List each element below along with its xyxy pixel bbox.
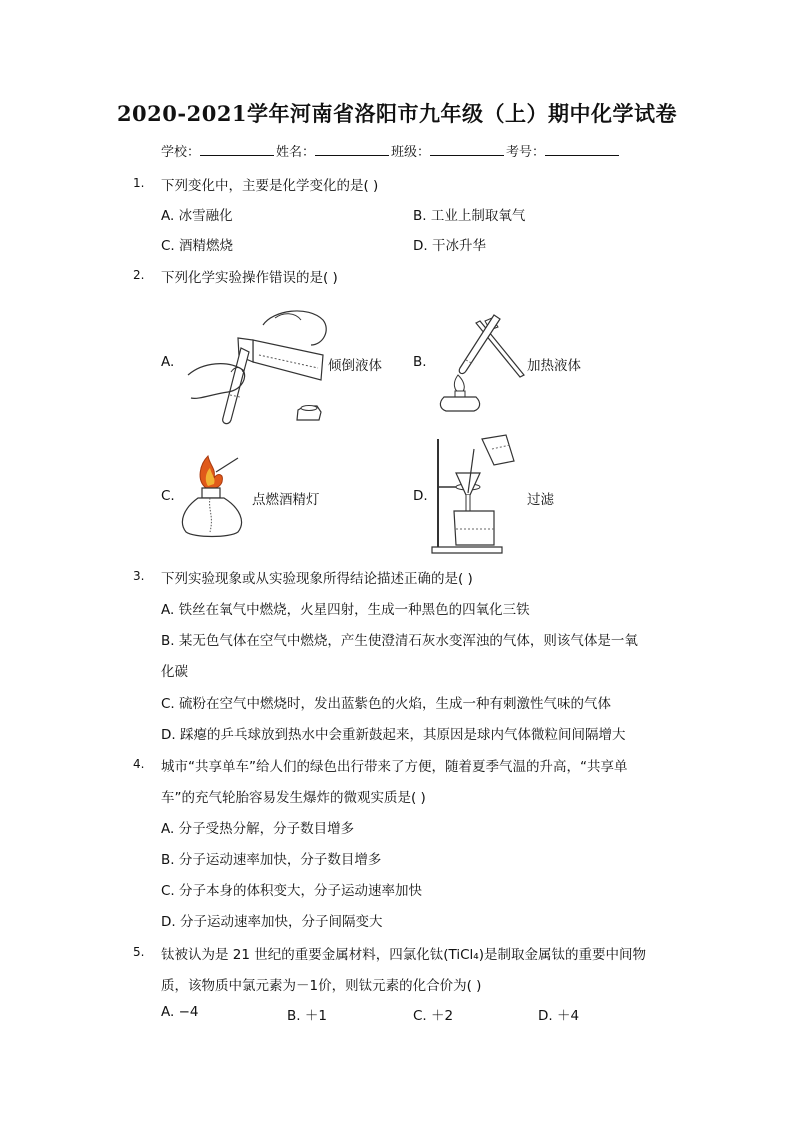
question-2-option-b-caption: 加热液体: [527, 358, 581, 374]
question-5-text-line-2: 质，该物质中氯元素为－1价，则钛元素的化合价为( ): [161, 978, 482, 994]
question-2-option-b-letter: B.: [413, 354, 427, 370]
heating-liquid-icon: [430, 313, 530, 413]
question-2-text: 下列化学实验操作错误的是( ): [161, 270, 338, 286]
question-1-option-a: A. 冰雪融化: [161, 208, 233, 224]
question-3-text: 下列实验现象或从实验现象所得结论描述正确的是( ): [161, 571, 473, 587]
question-2-option-c-caption: 点燃酒精灯: [252, 492, 320, 508]
question-5-number: 5.: [133, 945, 145, 959]
question-2-option-a-letter: A.: [161, 354, 175, 370]
question-5-option-d: D. ＋4: [538, 1008, 580, 1024]
question-1-number: 1.: [133, 176, 145, 190]
question-3-option-c: C. 硫粉在空气中燃烧时，发出蓝紫色的火焰，生成一种有刺激性气味的气体: [161, 696, 612, 712]
question-2-option-d-letter: D.: [413, 488, 428, 504]
question-4-number: 4.: [133, 757, 145, 771]
question-4-option-d: D. 分子运动速率加快，分子间隔变大: [161, 914, 383, 930]
question-2-option-d-caption: 过滤: [527, 492, 554, 508]
question-4-text-line-1: 城市“共享单车”给人们的绿色出行带来了方便，随着夏季气温的升高，“共享单: [161, 759, 628, 775]
question-3-option-b-cont: 化碳: [161, 664, 188, 680]
question-5-option-c: C. ＋2: [413, 1008, 454, 1024]
question-5-option-b: B. ＋1: [287, 1008, 327, 1024]
question-1-option-b: B. 工业上制取氧气: [413, 208, 526, 224]
filtration-icon: [430, 435, 530, 557]
name-label: 姓名：: [276, 145, 316, 160]
question-1-option-d: D. 干冰升华: [413, 238, 486, 254]
question-4-option-b: B. 分子运动速率加快，分子数目增多: [161, 852, 382, 868]
question-4-text-line-2: 车”的充气轮胎容易发生爆炸的微观实质是( ): [161, 790, 426, 806]
name-blank: [315, 143, 389, 156]
question-3-option-d: D. 踩瘪的乒乓球放到热水中会重新鼓起来，其原因是球内气体微粒间间隔增大: [161, 727, 626, 743]
question-3-option-a: A. 铁丝在氧气中燃烧，火星四射，生成一种黑色的四氧化三铁: [161, 602, 530, 618]
number-blank: [545, 143, 619, 156]
school-blank: [200, 143, 274, 156]
question-2-number: 2.: [133, 268, 145, 282]
page-title: 2020-2021学年河南省洛阳市九年级（上）期中化学试卷: [116, 101, 678, 126]
question-5-option-a: A. −4: [161, 1004, 199, 1020]
question-3-option-b: B. 某无色气体在空气中燃烧，产生使澄清石灰水变浑浊的气体，则该气体是一氧: [161, 633, 638, 649]
class-label: 班级：: [391, 145, 431, 160]
lighting-alcohol-lamp-icon: [178, 450, 253, 545]
number-label: 考号：: [506, 145, 546, 160]
question-4-option-c: C. 分子本身的体积变大，分子运动速率加快: [161, 883, 423, 899]
question-5-text-line-1: 钛被认为是 21 世纪的重要金属材料，四氯化钛(TiCl₄)是制取金属钛的重要中间物: [161, 947, 646, 963]
question-3-number: 3.: [133, 569, 145, 583]
student-info-line: [161, 141, 621, 160]
pouring-liquid-icon: [183, 300, 333, 425]
question-4-option-a: A. 分子受热分解，分子数目增多: [161, 821, 355, 837]
school-label: 学校：: [161, 145, 201, 160]
question-1-text: 下列变化中，主要是化学变化的是( ): [161, 178, 379, 194]
question-2-option-c-letter: C.: [161, 488, 175, 504]
class-blank: [430, 143, 504, 156]
question-2-option-a-caption: 倾倒液体: [328, 358, 382, 374]
question-1-option-c: C. 酒精燃烧: [161, 238, 234, 254]
